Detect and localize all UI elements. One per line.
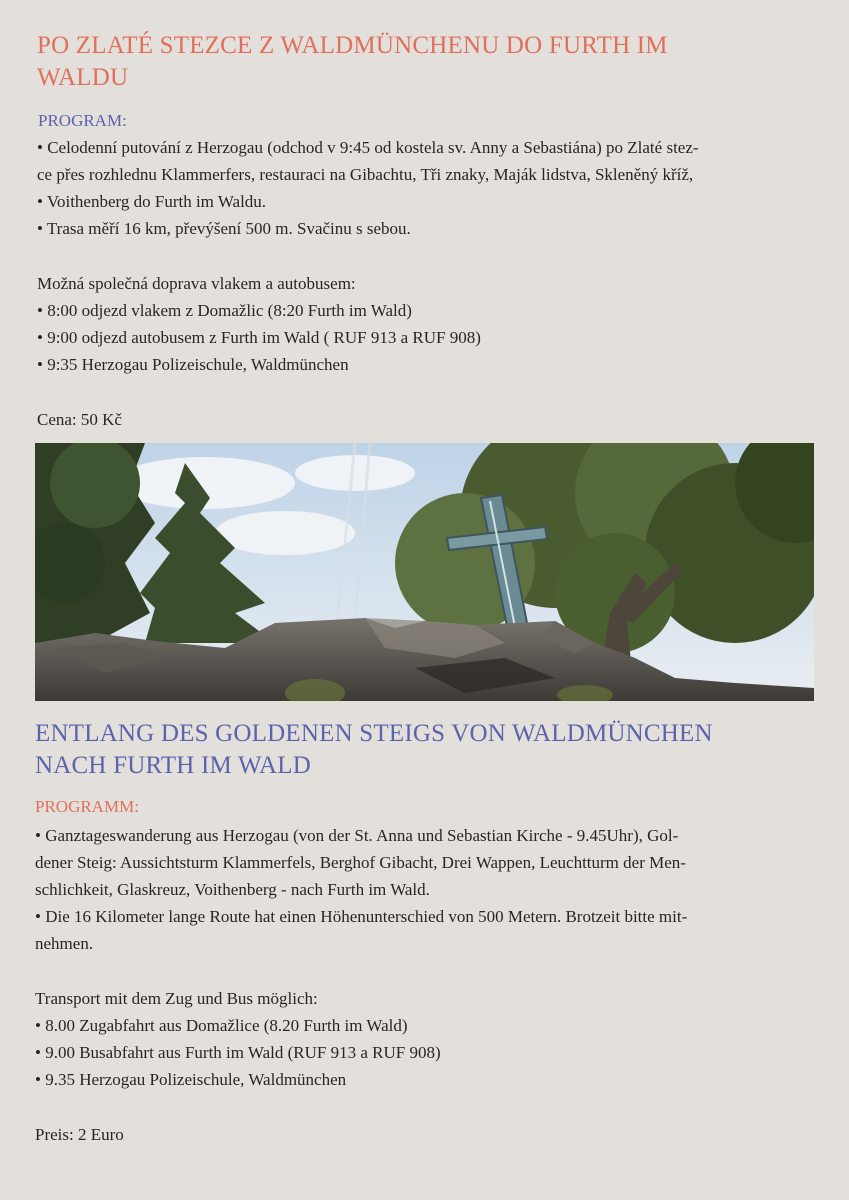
- czech-program-line-1: • Celodenní putování z Herzogau (odchod v 9:45 od kostela sv. Anny a Sebastiána) po Zlaté stez-: [37, 138, 699, 157]
- german-transport-item-2: • 9.00 Busabfahrt aus Furth im Wald (RUF 913 a RUF 908): [35, 1043, 441, 1062]
- german-program-label: PROGRAMM:: [35, 797, 139, 816]
- cross-on-rocks-photo: [35, 443, 814, 701]
- czech-transport-heading: Možná společná doprava vlakem a autobusem:: [37, 274, 356, 293]
- czech-title-line-2: WALDU: [37, 64, 129, 91]
- german-program-line-1: • Ganztageswanderung aus Herzogau (von der St. Anna und Sebastian Kirche - 9.45Uhr), Gol-: [35, 826, 679, 845]
- czech-program-label: PROGRAM:: [38, 111, 127, 130]
- czech-program-line-3: • Voithenberg do Furth im Waldu.: [37, 192, 267, 211]
- german-title-line-1: ENTLANG DES GOLDENEN STEIGS VON WALDMÜNCHEN: [35, 720, 713, 747]
- german-program-line-5: nehmen.: [35, 934, 94, 953]
- czech-program-line-2: ce přes rozhlednu Klammerfers, restauraci na Gibachtu, Tři znaky, Maják lidstva, Skleněný kříž,: [37, 165, 694, 184]
- czech-transport-item-1: • 8:00 odjezd vlakem z Domažlic (8:20 Furth im Wald): [37, 301, 412, 320]
- czech-title-line-1: PO ZLATÉ STEZCE Z WALDMÜNCHENU DO FURTH IM: [37, 32, 668, 59]
- german-transport-item-3: • 9.35 Herzogau Polizeischule, Waldmünchen: [35, 1070, 347, 1089]
- german-transport-heading: Transport mit dem Zug und Bus möglich:: [35, 989, 318, 1008]
- czech-program-line-4: • Trasa měří 16 km, převýšení 500 m. Svačinu s sebou.: [37, 219, 411, 238]
- german-price: Preis: 2 Euro: [35, 1125, 124, 1144]
- czech-title: [37, 30, 817, 94]
- german-program-line-3: schlichkeit, Glaskreuz, Voithenberg - nach Furth im Wald.: [35, 880, 430, 899]
- german-title-line-2: NACH FURTH IM WALD: [35, 752, 311, 779]
- german-title: [35, 718, 815, 782]
- german-transport-item-1: • 8.00 Zugabfahrt aus Domažlice (8.20 Furth im Wald): [35, 1016, 408, 1035]
- czech-transport-item-2: • 9:00 odjezd autobusem z Furth im Wald ( RUF 913 a RUF 908): [37, 328, 481, 347]
- czech-price: Cena: 50 Kč: [37, 410, 122, 429]
- czech-transport-item-3: • 9:35 Herzogau Polizeischule, Waldmünchen: [37, 355, 349, 374]
- photo-illustration: [35, 443, 814, 701]
- german-program-line-4: • Die 16 Kilometer lange Route hat einen Höhenunterschied von 500 Metern. Brotzeit bitte mit-: [35, 907, 688, 926]
- german-program-line-2: dener Steig: Aussichtsturm Klammerfels, Berghof Gibacht, Drei Wappen, Leuchtturm der Men-: [35, 853, 686, 872]
